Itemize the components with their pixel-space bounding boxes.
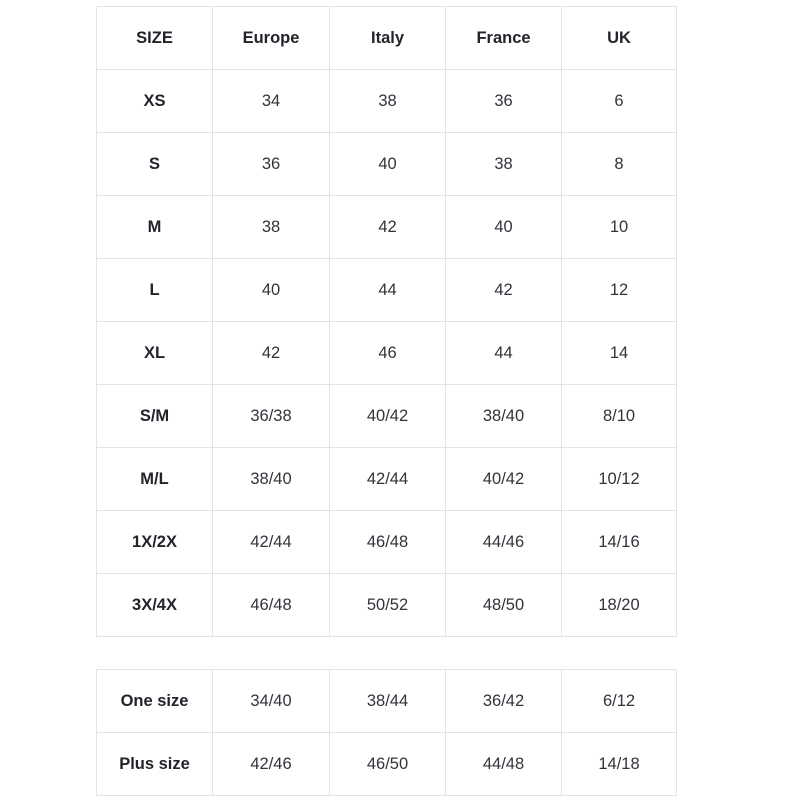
row-label: L bbox=[97, 259, 213, 322]
table-row bbox=[97, 574, 677, 637]
table-row bbox=[97, 733, 677, 796]
cell-italy: 50/52 bbox=[330, 574, 446, 637]
row-label: S bbox=[97, 133, 213, 196]
cell-uk: 14 bbox=[562, 322, 677, 385]
row-label: M bbox=[97, 196, 213, 259]
cell-uk: 6 bbox=[562, 70, 677, 133]
cell-italy: 46/50 bbox=[330, 733, 446, 796]
row-label: 1X/2X bbox=[97, 511, 213, 574]
table-row bbox=[97, 259, 677, 322]
cell-europe: 42 bbox=[213, 322, 330, 385]
one-size-conversion-table bbox=[96, 669, 677, 796]
row-label: M/L bbox=[97, 448, 213, 511]
cell-europe: 38/40 bbox=[213, 448, 330, 511]
column-header-italy: Italy bbox=[330, 7, 446, 70]
cell-italy: 46/48 bbox=[330, 511, 446, 574]
table-row bbox=[97, 133, 677, 196]
column-header-europe: Europe bbox=[213, 7, 330, 70]
cell-france: 36 bbox=[446, 70, 562, 133]
cell-france: 38/40 bbox=[446, 385, 562, 448]
table-row bbox=[97, 448, 677, 511]
cell-uk: 8 bbox=[562, 133, 677, 196]
cell-france: 36/42 bbox=[446, 670, 562, 733]
cell-italy: 42 bbox=[330, 196, 446, 259]
table-row bbox=[97, 670, 677, 733]
cell-france: 40/42 bbox=[446, 448, 562, 511]
row-label: S/M bbox=[97, 385, 213, 448]
cell-italy: 42/44 bbox=[330, 448, 446, 511]
cell-italy: 44 bbox=[330, 259, 446, 322]
cell-europe: 40 bbox=[213, 259, 330, 322]
cell-europe: 38 bbox=[213, 196, 330, 259]
cell-france: 38 bbox=[446, 133, 562, 196]
column-header-uk: UK bbox=[562, 7, 677, 70]
column-header-france: France bbox=[446, 7, 562, 70]
table-row bbox=[97, 322, 677, 385]
cell-italy: 38 bbox=[330, 70, 446, 133]
cell-italy: 38/44 bbox=[330, 670, 446, 733]
cell-uk: 14/16 bbox=[562, 511, 677, 574]
row-label: Plus size bbox=[97, 733, 213, 796]
cell-france: 44/46 bbox=[446, 511, 562, 574]
cell-italy: 40/42 bbox=[330, 385, 446, 448]
table-row bbox=[97, 196, 677, 259]
row-label: One size bbox=[97, 670, 213, 733]
cell-italy: 46 bbox=[330, 322, 446, 385]
cell-uk: 8/10 bbox=[562, 385, 677, 448]
cell-europe: 36 bbox=[213, 133, 330, 196]
cell-europe: 42/46 bbox=[213, 733, 330, 796]
table-row bbox=[97, 511, 677, 574]
cell-europe: 42/44 bbox=[213, 511, 330, 574]
cell-france: 40 bbox=[446, 196, 562, 259]
cell-uk: 14/18 bbox=[562, 733, 677, 796]
cell-uk: 10 bbox=[562, 196, 677, 259]
cell-italy: 40 bbox=[330, 133, 446, 196]
cell-europe: 34 bbox=[213, 70, 330, 133]
row-label: 3X/4X bbox=[97, 574, 213, 637]
row-label: XS bbox=[97, 70, 213, 133]
table-row bbox=[97, 385, 677, 448]
cell-france: 42 bbox=[446, 259, 562, 322]
cell-uk: 18/20 bbox=[562, 574, 677, 637]
cell-france: 48/50 bbox=[446, 574, 562, 637]
cell-uk: 10/12 bbox=[562, 448, 677, 511]
cell-europe: 34/40 bbox=[213, 670, 330, 733]
cell-france: 44/48 bbox=[446, 733, 562, 796]
cell-europe: 46/48 bbox=[213, 574, 330, 637]
row-label: XL bbox=[97, 322, 213, 385]
cell-uk: 6/12 bbox=[562, 670, 677, 733]
cell-france: 44 bbox=[446, 322, 562, 385]
cell-europe: 36/38 bbox=[213, 385, 330, 448]
table-row bbox=[97, 70, 677, 133]
size-conversion-table bbox=[96, 6, 677, 637]
column-header-size: SIZE bbox=[97, 7, 213, 70]
table-header-row bbox=[97, 7, 677, 70]
cell-uk: 12 bbox=[562, 259, 677, 322]
